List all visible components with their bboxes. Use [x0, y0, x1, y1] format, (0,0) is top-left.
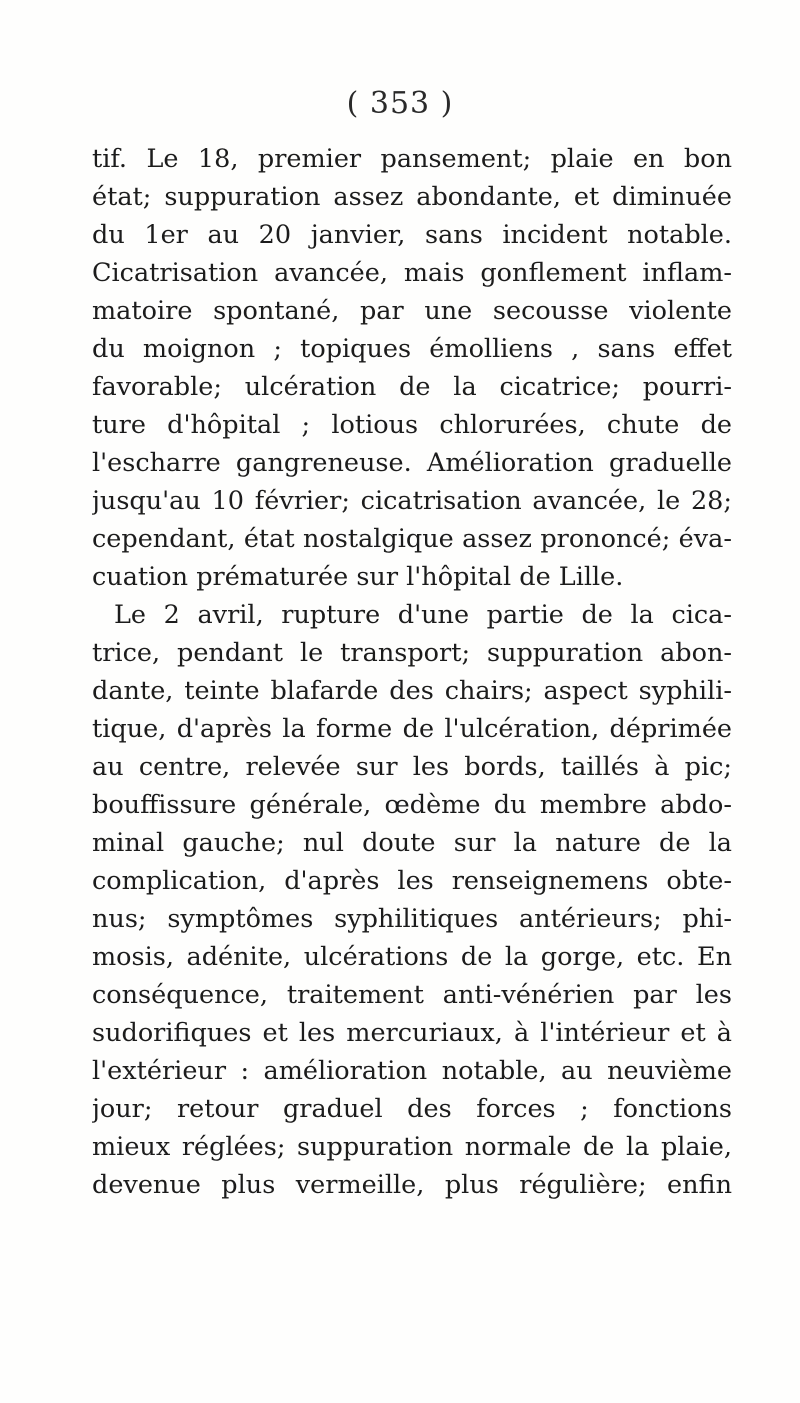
text-line: bouffissure générale, œdème du membre abdo-	[92, 790, 732, 820]
text-line: tique, d'après la forme de l'ulcération, déprimée	[92, 714, 732, 744]
text-line: trice, pendant le transport; suppuration abon-	[92, 638, 732, 668]
text-line: l'escharre gangreneuse. Amélioration graduelle	[92, 448, 732, 478]
text-line: devenue plus vermeille, plus régulière; enfin	[92, 1170, 732, 1200]
text-line: Cicatrisation avancée, mais gonflement inflam-	[92, 258, 732, 288]
text-line: mieux réglées; suppuration normale de la plaie,	[92, 1132, 732, 1162]
text-line: au centre, relevée sur les bords, taillés à pic;	[92, 752, 732, 782]
page-number: ( 353 )	[346, 86, 454, 121]
text-line: sudorifiques et les mercuriaux, à l'intérieur et à	[92, 1018, 732, 1048]
body-text	[92, 140, 732, 1204]
text-line: cependant, état nostalgique assez prononcé; éva-	[92, 524, 732, 554]
text-line: nus; symptômes syphilitiques antérieurs; phi-	[92, 904, 732, 934]
text-line: minal gauche; nul doute sur la nature de la	[92, 828, 732, 858]
text-line: matoire spontané, par une secousse violente	[92, 296, 732, 326]
text-line: mosis, adénite, ulcérations de la gorge, etc. En	[92, 942, 732, 972]
text-line: Le 2 avril, rupture d'une partie de la cica-	[114, 600, 732, 630]
text-line: jusqu'au 10 février; cicatrisation avancée, le 28;	[92, 486, 732, 516]
text-line: ture d'hôpital ; lotious chlorurées, chute de	[92, 410, 732, 440]
text-line: l'extérieur : amélioration notable, au neuvième	[92, 1056, 732, 1086]
text-line: tif. Le 18, premier pansement; plaie en bon	[92, 144, 732, 174]
text-line: état; suppuration assez abondante, et diminuée	[92, 182, 732, 212]
text-line: cuation prématurée sur l'hôpital de Lille.	[92, 562, 624, 592]
text-line: conséquence, traitement anti-vénérien par les	[92, 980, 732, 1010]
text-line: du moignon ; topiques émolliens , sans effet	[92, 334, 732, 364]
text-line: du 1er au 20 janvier, sans incident notable.	[92, 220, 732, 250]
text-line: complication, d'après les renseignemens obte-	[92, 866, 732, 896]
text-line: jour; retour graduel des forces ; fonctions	[92, 1094, 732, 1124]
text-line: dante, teinte blafarde des chairs; aspect syphili-	[92, 676, 732, 706]
text-line: favorable; ulcération de la cicatrice; pourri-	[92, 372, 732, 402]
